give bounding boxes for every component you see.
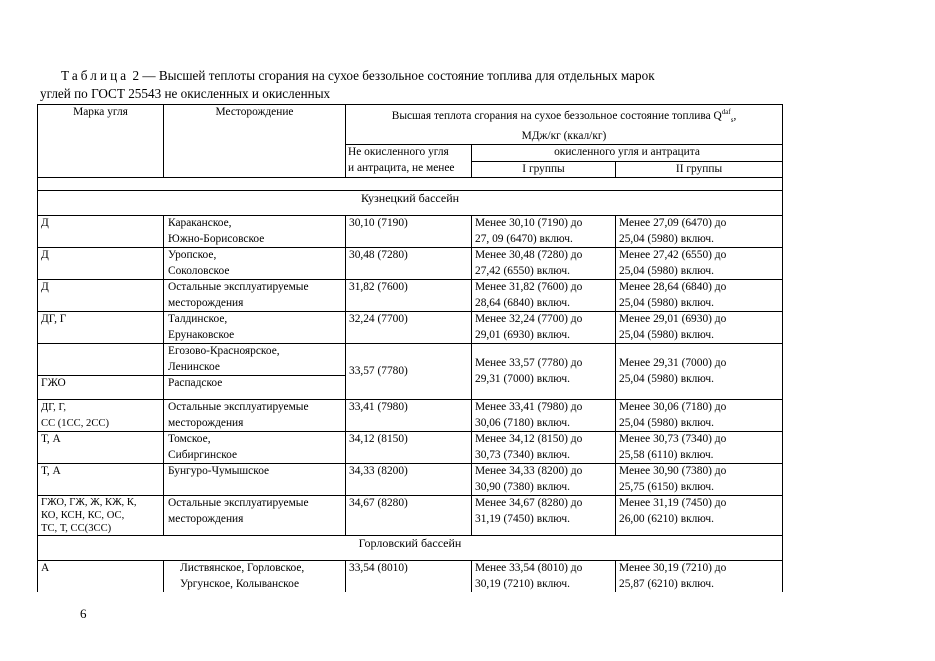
basin-kuznetsk: Кузнецкий бассейн [38, 191, 783, 216]
basin-row-kuznetsk [38, 191, 783, 216]
coal-heat-table [37, 104, 783, 592]
heat-sup: daf [721, 108, 731, 116]
table-caption [40, 67, 800, 103]
cell-deposit: Уропское, Соколовское [164, 248, 346, 280]
table-row [38, 496, 783, 536]
cell-grade: Д [38, 216, 164, 248]
cell-grade: ГЖО [38, 376, 164, 400]
table-row [38, 280, 783, 312]
header-heat: Высшая теплота сгорания на сухое беззольное состояние топлива $Q^{daf}_s$, МДж/кг (ккал/кг) [346, 105, 783, 145]
cell-value: 30,48 (7280) [346, 248, 472, 280]
table-row [38, 216, 783, 248]
cell-deposit: Остальные эксплуатируемые месторождения [164, 496, 346, 536]
cell-deposit: Остальные эксплуатируемые месторождения [164, 280, 346, 312]
cell-value: 33,54 (8010) [346, 561, 472, 593]
cell-group2: Менее 28,64 (6840) до 25,04 (5980) включ. [616, 280, 783, 312]
cell-value: 34,33 (8200) [346, 464, 472, 496]
cell-group2: Менее 29,31 (7000) до 25,04 (5980) включ. [616, 344, 783, 400]
cell-deposit: Егозово-Красноярское, Ленинское [164, 344, 346, 376]
cell-value: 32,24 (7700) [346, 312, 472, 344]
cell-group2: Менее 27,42 (6550) до 25,04 (5980) включ. [616, 248, 783, 280]
cell-deposit: Караканское, Южно-Борисовское [164, 216, 346, 248]
basin-row-gorlovsky [38, 536, 783, 561]
header-group1: I группы [472, 161, 616, 178]
cell-deposit: Бунгуро-Чумышское [164, 464, 346, 496]
cell-grade: ДГ, Г, СС (1СС, 2СС) [38, 400, 164, 432]
cell-grade: Т, А [38, 464, 164, 496]
table-row [38, 400, 783, 432]
page-number: 6 [80, 606, 87, 621]
cell-group1: Менее 32,24 (7700) до 29,01 (6930) включ. [472, 312, 616, 344]
cell-group1: Менее 33,57 (7780) до 29,31 (7000) включ. [472, 344, 616, 400]
header-not-oxidized: Не окисленного угля и антрацита, не менее [346, 145, 472, 178]
cell-value: 34,12 (8150) [346, 432, 472, 464]
cell-group1: Менее 34,67 (8280) до 31,19 (7450) включ. [472, 496, 616, 536]
basin-gorlovsky: Горловский бассейн [38, 536, 783, 561]
header-units: МДж/кг (ккал/кг) [521, 129, 607, 142]
cell-group2: Менее 30,19 (7210) до 25,87 (6210) включ. [616, 561, 783, 593]
cell-group2: Менее 30,90 (7380) до 25,75 (6150) включ. [616, 464, 783, 496]
table-row [38, 561, 783, 593]
cell-value: 31,82 (7600) [346, 280, 472, 312]
cell-grade: ГЖО, ГЖ, Ж, КЖ, К, КО, КСН, КС, ОС, ТС, Т, СС(3СС) [38, 496, 164, 536]
caption-rest: 2 — Высшей теплоты сгорания на сухое беззольное состояние топлива для отдельных марок [129, 68, 655, 83]
cell-value: 33,57 (7780) [346, 344, 472, 400]
cell-value: 34,67 (8280) [346, 496, 472, 536]
table-row [38, 344, 783, 376]
heat-sub: s [730, 116, 734, 125]
cell-deposit: Талдинское, Ерунаковское [164, 312, 346, 344]
header-row-1 [38, 105, 783, 145]
caption-word: Таблица [61, 68, 130, 83]
cell-grade: ДГ, Г [38, 312, 164, 344]
cell-grade: А [38, 561, 164, 593]
cell-value: 30,10 (7190) [346, 216, 472, 248]
cell-grade: Т, А [38, 432, 164, 464]
cell-group2: Менее 30,06 (7180) до 25,04 (5980) включ. [616, 400, 783, 432]
caption-line2: углей по ГОСТ 25543 не окисленных и окисленных [40, 86, 331, 101]
cell-deposit: Распадское [164, 376, 346, 400]
cell-group1: Менее 33,54 (8010) до 30,19 (7210) включ. [472, 561, 616, 593]
table-row [38, 248, 783, 280]
header-oxidized: окисленного угля и антрацита [472, 145, 783, 162]
table-row [38, 464, 783, 496]
cell-deposit: Томское, Сибиргинское [164, 432, 346, 464]
cell-grade: Д [38, 280, 164, 312]
header-spacer [38, 178, 783, 191]
cell-grade: Д [38, 248, 164, 280]
cell-group1: Менее 30,10 (7190) до 27, 09 (6470) включ. [472, 216, 616, 248]
header-deposit: Месторождение [164, 105, 346, 178]
cell-group1: Менее 30,48 (7280) до 27,42 (6550) включ. [472, 248, 616, 280]
cell-group2: Менее 27,09 (6470) до 25,04 (5980) включ. [616, 216, 783, 248]
cell-deposit: Остальные эксплуатируемые месторождения [164, 400, 346, 432]
header-grade: Марка угля [38, 105, 164, 178]
table-row [38, 312, 783, 344]
cell-group1: Менее 34,33 (8200) до 30,90 (7380) включ. [472, 464, 616, 496]
header-group2: II группы [616, 161, 783, 178]
cell-group1: Менее 31,82 (7600) до 28,64 (6840) включ. [472, 280, 616, 312]
cell-group2: Менее 31,19 (7450) до 26,00 (6210) включ. [616, 496, 783, 536]
cell-group1: Менее 33,41 (7980) до 30,06 (7180) включ. [472, 400, 616, 432]
cell-grade [38, 344, 164, 376]
cell-group2: Менее 29,01 (6930) до 25,04 (5980) включ. [616, 312, 783, 344]
cell-value: 33,41 (7980) [346, 400, 472, 432]
table-row [38, 432, 783, 464]
cell-deposit: Листвянское, Горловское, Ургунское, Колыванское [164, 561, 346, 593]
cell-group1: Менее 34,12 (8150) до 30,73 (7340) включ. [472, 432, 616, 464]
cell-group2: Менее 30,73 (7340) до 25,58 (6110) включ. [616, 432, 783, 464]
